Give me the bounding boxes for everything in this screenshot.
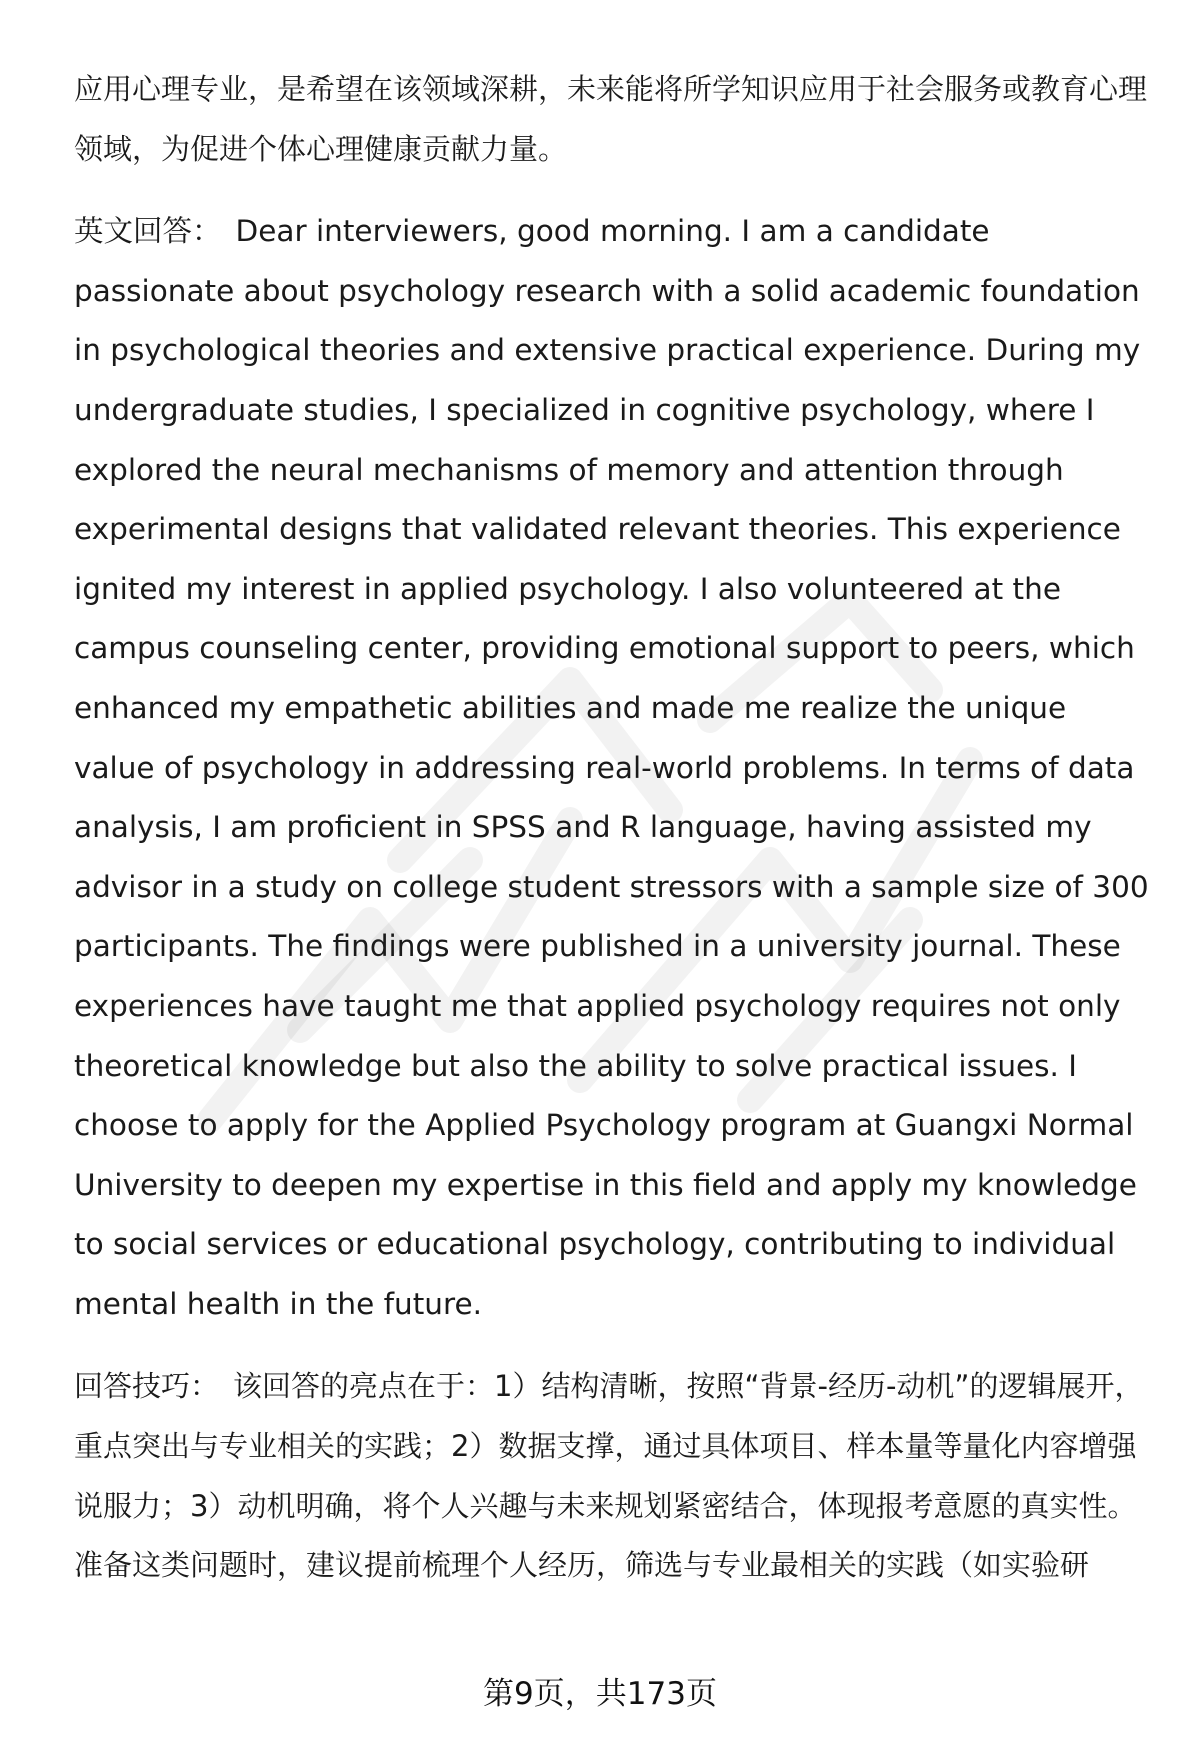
paragraph-english-answer (74, 202, 1154, 1334)
paragraph-text: 应用心理专业，是希望在该领域深耕，未来能将所学知识应用于社会服务或教育心理领域，为促进个体心理健康贡献力量。 (74, 72, 1148, 166)
paragraph-text: Dear interviewers, good morning. I am a candidate passionate about psychology research with a solid academic foundation in psychological theories and extensive practical experience. During my undergraduate studies, I specialized in cognitive psychology, where I explored the neural mechanisms of memory and attention through experimental designs that validated relevant theories. This experience ignited my interest in applied psychology. I also volunteered at the campus counseling center, providing emotional support to peers, which enhanced my empathetic abilities and made me realize the unique value of psychology in addressing real-world problems. In terms of data analysis, I am proficient in SPSS and R language, having assisted my advisor in a study on college student stressors with a sample size of 300 participants. The findings were published in a university journal. These experiences have taught me that applied psychology requires not only theoretical knowledge but also the ability to solve practical issues. I choose to apply for the Applied Psychology program at Guangxi Normal University to deepen my expertise in this field and apply my knowledge to social services or educational psychology, contributing to individual mental health in the future. (74, 214, 1149, 1321)
paragraph-intro-tail (74, 60, 1154, 179)
paragraph-text: 准备这类问题时，建议提前梳理个人经历，筛选与专业最相关的实践（如实验研 (74, 1548, 1090, 1583)
paragraph-preparation (74, 1536, 1154, 1596)
paragraph-answer-tips (74, 1357, 1154, 1536)
paragraph-lead-label: 英文回答： (74, 214, 222, 249)
paragraph-text: 该回答的亮点在于：1）结构清晰，按照“背景-经历-动机”的逻辑展开，重点突出与专业相关的实践；2）数据支撑，通过具体项目、样本量等量化内容增强说服力；3）动机明确，将个人兴趣与未来规划紧密结合，体现报考意愿的真实性。 (74, 1369, 1144, 1523)
document-body (74, 60, 1154, 1596)
page-number-footer: 第9页，共173页 (483, 1676, 717, 1712)
paragraph-lead-label: 回答技巧： (74, 1369, 220, 1404)
